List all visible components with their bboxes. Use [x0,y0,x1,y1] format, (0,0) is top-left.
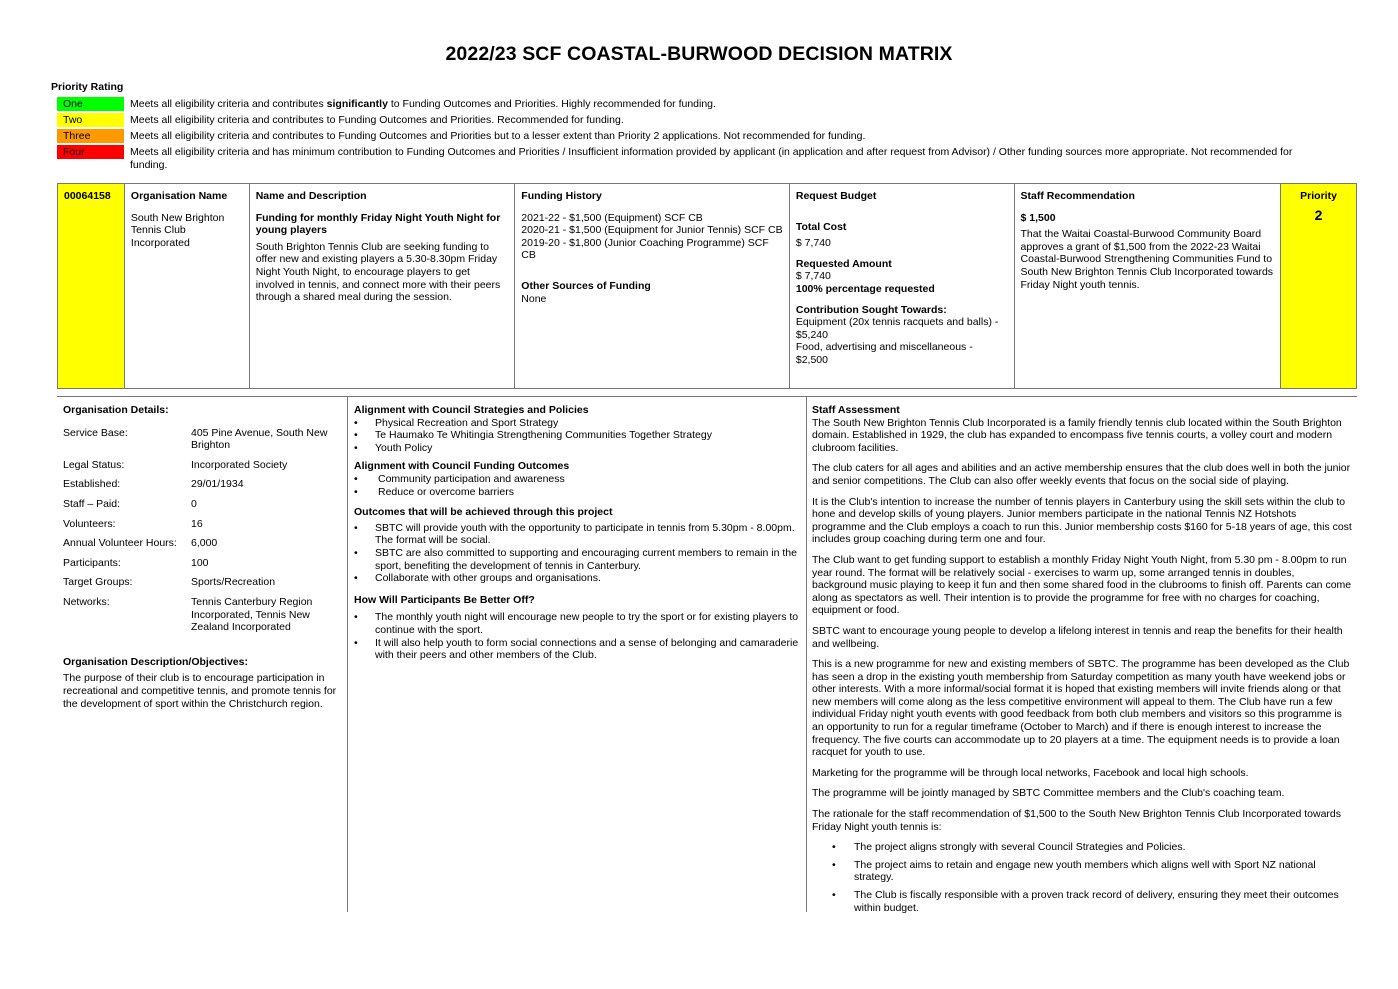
detail-label: Networks: [63,595,110,608]
page-title: 2022/23 SCF COASTAL-BURWOOD DECISION MATRIX [445,43,953,65]
list-item: • Community participation and awareness [354,473,800,486]
priority-one-swatch: One [57,97,124,111]
assessment-paragraph: The programme will be jointly managed by SBTC Committee members and the Club's coaching team. [812,787,1285,800]
priority-three-swatch: Three [57,129,124,143]
name-description-heading: Name and Description [255,190,367,202]
priority-legend [57,97,1317,174]
other-sources-heading: Other Sources of Funding [521,279,651,292]
detail-value: 0 [191,497,197,510]
detail-value: 100 [191,556,209,569]
detail-row [63,596,343,634]
list-item: • Te Haumako Te Whitingia Strengthening Communities Together Strategy [354,429,800,442]
name-description-cell [250,184,516,388]
other-sources-value: None [521,292,547,305]
funding-outcomes-heading: Alignment with Council Funding Outcomes [354,460,570,473]
organisation-details-heading: Organisation Details: [63,404,169,416]
project-outcomes-list [354,522,800,585]
detail-value: 16 [191,517,203,530]
detail-value: 6,000 [191,537,218,550]
priority-four-description: Meets all eligibility criteria and has minimum contribution to Funding Outcomes and Priorities / Insufficient information provided by applicant (in application and after request from Advisor) / Other funding sources more appropriate. Not recommended for funding. [130,146,1293,171]
assessment-paragraph: The Club want to get funding support to establish a monthly Friday Night Youth Night, from 5.30 pm - 8.00pm to run year round. The format will be relatively social - exercises to warm up, some arranged tennis in doubles, background music playing to keep it fun and then some shared food in the clubrooms to finish off. Parents can come along as spectators as well. Their intention is to provide the programme for free with no charges for coaching, equipment or food. [812,553,1352,617]
list-item: • The Club is fiscally responsible with a proven track record of delivery, ensuring they meet their outcomes within budget. [832,889,1352,914]
priority-two-description: Meets all eligibility criteria and contributes to Funding Outcomes and Priorities. Recommended for funding. [130,114,624,126]
project-outcomes-heading: Outcomes that will be achieved through this project [354,506,613,519]
assessment-paragraph: The rationale for the staff recommendation of $1,500 to the South New Brighton Tennis Club Incorporated towards Friday Night youth tennis is: [812,808,1342,833]
funding-history-item: 2019-20 - $1,800 (Junior Coaching Programme) SCF CB [521,236,769,262]
priority-two-swatch: Two [57,113,124,127]
detail-label: Volunteers: [63,517,116,530]
organisation-description-heading: Organisation Description/Objectives: [63,655,248,668]
detail-row [63,576,343,589]
priority-four-swatch: Four [57,145,124,159]
priority-three-description: Meets all eligibility criteria and contributes to Funding Outcomes and Priorities but to a lesser extent than Priority 2 applications. Not recommended for funding. [130,130,866,142]
assessment-paragraph: This is a new programme for new and existing members of SBTC. The programme has been developed as the Club has seen a drop in the existing youth membership from Saturday competition as many youth have weekend jobs or other interests. With a more informal/social format it is hoped that existing members will invite friends along or that new members will come along as the less competitive environment will appeal to them. The Club have run a few individual Friday night youth events with good feedback from both club members and visitors so this programme is an opportunity to run for a regular timeframe (October to March) and if there is enough interest to increase the frequency. The five courts can accommodate up to 20 players at a time. The equipment needs is to provide a loan racquet for youth to use. [812,658,1350,759]
list-item: • The project aligns strongly with several Council Strategies and Policies. [832,841,1352,854]
funding-outcomes-list [354,473,800,498]
organisation-heading: Organisation Name [130,190,228,202]
detail-value: 405 Pine Avenue, South New Brighton [191,426,328,452]
assessment-paragraph: SBTC want to encourage young people to develop a lifelong interest in tennis and reap the benefits for their health and wellbeing. [812,624,1343,650]
application-id-cell [58,184,125,388]
detail-label: Service Base: [63,426,128,439]
detail-row [63,478,343,491]
detail-row [63,498,343,511]
requested-amount-value: $ 7,740 [795,270,831,283]
list-item: • Reduce or overcome barriers [354,486,800,499]
list-item: • It will also help youth to form social connections and a sense of belonging and camaraderie with their peers and other members of the Club. [354,637,800,662]
total-cost-value: $ 7,740 [795,237,831,250]
summary-table [57,183,1357,389]
list-item: • The monthly youth night will encourage new people to try the sport or for existing players to continue with the sport. [354,611,800,636]
alignment-section [354,404,800,662]
priority-three-row [57,129,1317,143]
detail-row [63,518,343,531]
column-divider [806,396,807,912]
detail-label: Staff – Paid: [63,497,121,510]
priority-two-row [57,113,1317,127]
priority-value: 2 [1314,206,1323,223]
funding-history-cell [515,184,790,388]
detail-label: Participants: [63,556,121,569]
detail-value: 29/01/1934 [191,478,244,491]
contribution-item: Equipment (20x tennis racquets and balls) - $5,240 [795,316,999,341]
detail-label: Established: [63,478,121,491]
staff-assessment-heading: Staff Assessment [812,404,900,416]
assessment-paragraph: Marketing for the programme will be through local networks, Facebook and local high schools. [812,766,1249,779]
detail-value: Sports/Recreation [191,576,276,589]
detail-row [63,427,343,452]
funding-history-item: 2021-22 - $1,500 (Equipment) SCF CB [521,211,703,224]
staff-recommendation-text: That the Waitai Coastal-Burwood Community Board approves a grant of $1,500 from the 2022-23 Waitai Coastal-Burwood Strengthening Communities Fund to South New Brighton Tennis Club Incorporated towards Friday Night youth tennis. [1020,228,1274,291]
detail-row [63,557,343,570]
list-item: • SBTC are also committed to supporting and encouraging current members to remain in the sport, benefiting the development of tennis in Canterbury. [354,547,800,572]
funding-history-item: 2020-21 - $1,500 (Equipment for Junior Tennis) SCF CB [521,224,783,237]
request-budget-cell [790,184,1015,388]
detail-value: Tennis Canterbury Region Incorporated, Tennis New Zealand Incorporated [191,595,313,634]
total-cost-label: Total Cost [795,220,847,233]
staff-recommendation-cell [1015,184,1282,388]
list-item: • Physical Recreation and Sport Strategy [354,417,800,430]
detail-label: Annual Volunteer Hours: [63,537,177,550]
list-item: • Collaborate with other groups and organisations. [354,572,800,585]
detail-row [63,459,343,472]
better-off-heading: How Will Participants Be Better Off? [354,593,535,606]
list-item: • The project aims to retain and engage new youth members which aligns well with Sport NZ national strategy. [832,859,1352,884]
section-divider [57,396,1357,397]
staff-assessment [812,404,1352,919]
funding-history-heading: Funding History [521,190,602,202]
request-budget-heading: Request Budget [795,190,877,202]
priority-four-row [57,145,1317,172]
priority-heading: Priority [1300,190,1337,202]
organisation-details [63,404,343,710]
assessment-paragraph: The club caters for all ages and abilities and an active membership ensures that the club does well in both the junior and senior competitions. The Club can also offer weekly events that focus on the social side of playing. [812,462,1351,487]
contribution-item: Food, advertising and miscellaneous - $2,500 [795,341,973,366]
better-off-list [354,611,800,661]
assessment-paragraph: The South New Brighton Tennis Club Incorporated is a family friendly tennis club located within the South Brighton domain. Established in 1929, the club has expanded to encompass five tennis courts, a volley court and modern clubroom facilities. [812,416,1342,454]
contribution-label: Contribution Sought Towards: [795,303,947,316]
rationale-list [832,841,1352,914]
priority-one-row [57,97,1317,111]
organisation-description-text: The purpose of their club is to encourage participation in recreational and competitive tennis, and promote tennis for the development of sport within the Christchurch region. [63,672,337,710]
column-divider [347,396,348,912]
requested-amount-label: Requested Amount [795,257,892,270]
staff-recommendation-amount: $ 1,500 [1020,211,1056,224]
organisation-name: South New Brighton Tennis Club Incorporated [130,211,225,249]
priority-cell [1281,184,1356,388]
list-item: • SBTC will provide youth with the opportunity to participate in tennis from 5.30pm - 8.00pm. The format will be social. [354,522,800,547]
project-name: Funding for monthly Friday Night Youth Night for young players [255,211,501,237]
assessment-paragraph: It is the Club's intention to increase the number of tennis players in Canterbury using the skill sets within the club to hone and develop skills of young players. Junior members participate in the national Tennis NZ Hotshots programme and the Club employs a coach to run this. Junior membership costs $160 for 5-18 years of age, this cost includes group coaching during term one and four. [812,495,1352,546]
list-item: • Youth Policy [354,442,800,455]
staff-recommendation-heading: Staff Recommendation [1020,190,1135,202]
detail-label: Legal Status: [63,458,125,471]
priority-one-description: Meets all eligibility criteria and contributes significantly to Funding Outcomes and Priorities. Highly recommended for funding. [130,98,716,110]
strategies-list [354,417,800,455]
project-description: South Brighton Tennis Club are seeking funding to offer new and existing players a 5.30-8.30pm Friday Night Youth Night, to encourage players to get involved in tennis, and connect more with their peers through a shared meal during the session. [255,240,501,304]
detail-value: Incorporated Society [191,458,288,471]
application-id: 00064158 [64,190,111,202]
organisation-cell [125,184,250,388]
priority-rating-heading: Priority Rating [51,81,124,93]
detail-row [63,537,343,550]
requested-percentage: 100% percentage requested [795,282,935,295]
strategies-heading: Alignment with Council Strategies and Policies [354,404,589,416]
detail-label: Target Groups: [63,576,133,589]
